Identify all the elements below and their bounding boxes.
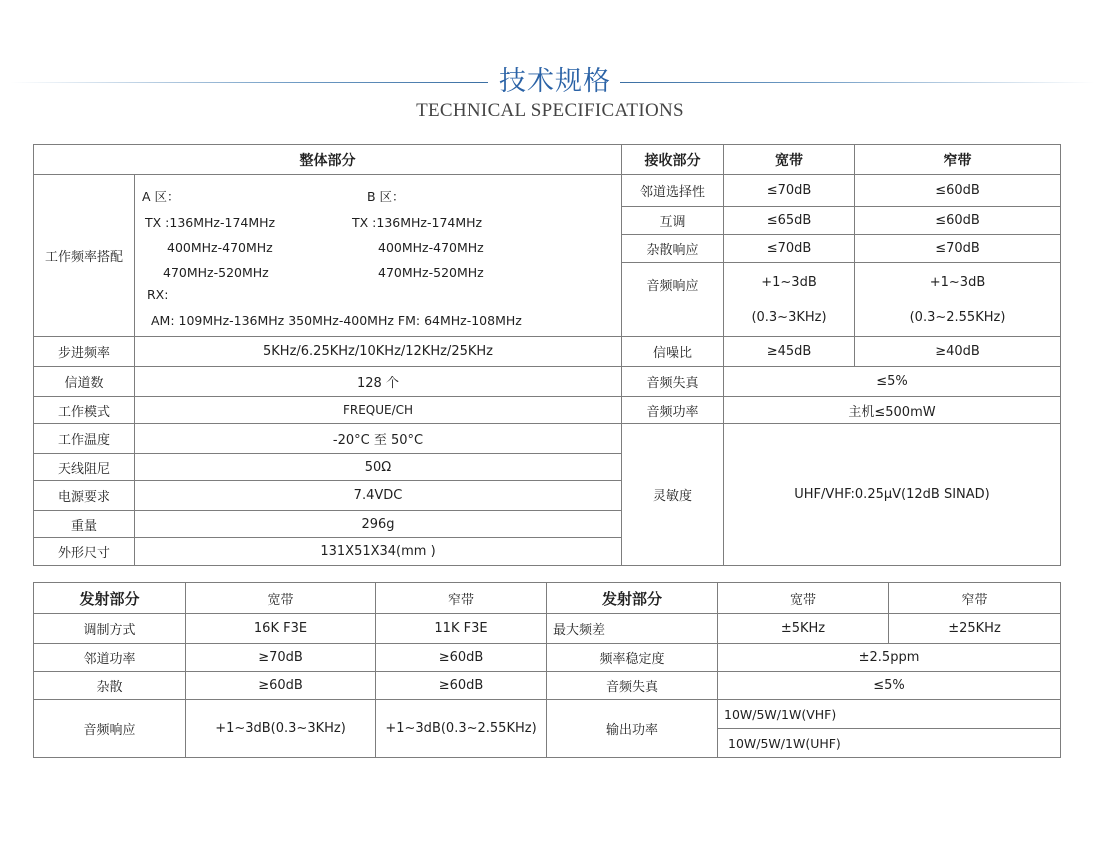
output-power-uhf: 10W/5W/1W(UHF)	[718, 729, 1061, 758]
recv-row-label: 杂散响应	[622, 235, 724, 263]
receive-section-header: 接收部分	[622, 145, 724, 175]
tx-audio-wide: +1~3dB(0.3~3KHz)	[186, 700, 376, 758]
freq-label: 工作频率搭配	[34, 175, 135, 337]
tx-row-label: 杂散	[34, 672, 186, 700]
page-title: 技术规格	[499, 66, 611, 97]
freq-cell	[135, 175, 622, 337]
sensitivity-label: 灵敏度	[622, 424, 724, 566]
distortion-value: ≤5%	[724, 367, 1061, 397]
mode-value: FREQUE/CH	[135, 397, 622, 424]
snr-label: 信噪比	[622, 337, 724, 367]
size-label: 外形尺寸	[34, 538, 135, 566]
tx-row-narrow: ≥60dB	[376, 644, 547, 672]
recv-row-wide: ≤65dB	[724, 207, 855, 235]
tx-narrow-header: 窄带	[376, 583, 547, 614]
antenna-label: 天线阻尼	[34, 454, 135, 481]
tx-row-right-value: ±2.5ppm	[718, 644, 1061, 672]
zone-a-line3: 470MHz-520MHz	[163, 265, 269, 280]
recv-row-wide: ≤70dB	[724, 235, 855, 263]
header-line-left	[10, 82, 488, 83]
zone-a-tx: TX :136MHz-174MHz	[145, 215, 276, 230]
tx-row-narrow: 11K F3E	[376, 614, 547, 644]
mode-label: 工作模式	[34, 397, 135, 424]
tx-wide-header-right: 宽带	[718, 583, 889, 614]
weight-label: 重量	[34, 511, 135, 538]
weight-value: 296g	[135, 511, 622, 538]
tx-section-header: 发射部分	[34, 583, 186, 614]
distortion-label: 音频失真	[622, 367, 724, 397]
tx-audio-narrow: +1~3dB(0.3~2.55KHz)	[376, 700, 547, 758]
channels-label: 信道数	[34, 367, 135, 397]
snr-wide: ≥45dB	[724, 337, 855, 367]
output-power-vhf: 10W/5W/1W(VHF)	[718, 700, 1061, 729]
zone-b-label: B 区：	[367, 189, 405, 204]
channels-value: 128 个	[135, 367, 622, 397]
recv-row-label: 音频响应	[622, 263, 724, 337]
power-label: 电源要求	[34, 481, 135, 511]
recv-row-label: 邻道选择性	[622, 175, 724, 207]
recv-row-narrow: ≤60dB	[855, 207, 1061, 235]
whole-section-header: 整体部分	[34, 145, 622, 175]
tx-row-right-narrow: ±25KHz	[889, 614, 1061, 644]
zone-b-tx: TX :136MHz-174MHz	[352, 215, 483, 230]
temp-value: -20°C 至 50°C	[135, 424, 622, 454]
recv-row-wide: ≤70dB	[724, 175, 855, 207]
audio-narrow-value: +1~3dB	[929, 275, 986, 290]
antenna-value: 50Ω	[135, 454, 622, 481]
recv-audio-wide	[724, 263, 855, 337]
audio-wide-range: (0.3~3KHz)	[751, 310, 827, 325]
tx-row-wide: ≥60dB	[186, 672, 376, 700]
spec-table-general-receive	[33, 144, 1061, 566]
sensitivity-value: UHF/VHF:0.25μV(12dB SINAD)	[724, 424, 1061, 566]
tx-row-right-wide: ±5KHz	[718, 614, 889, 644]
output-power-label: 输出功率	[547, 700, 718, 758]
narrow-band-header: 窄带	[855, 145, 1061, 175]
spec-table-transmit	[33, 582, 1061, 758]
tx-section-header-right: 发射部分	[547, 583, 718, 614]
snr-narrow: ≥40dB	[855, 337, 1061, 367]
tx-row-wide: ≥70dB	[186, 644, 376, 672]
power-value: 7.4VDC	[135, 481, 622, 511]
zone-b-line3: 470MHz-520MHz	[378, 265, 484, 280]
page-subtitle: TECHNICAL SPECIFICATIONS	[416, 100, 684, 121]
tx-row-wide: 16K F3E	[186, 614, 376, 644]
zone-a-label: A 区：	[142, 189, 180, 204]
step-value: 5KHz/6.25KHz/10KHz/12KHz/25KHz	[135, 337, 622, 367]
tx-row-right-label: 音频失真	[547, 672, 718, 700]
zone-a-line2: 400MHz-470MHz	[167, 240, 273, 255]
header-line-right	[620, 82, 1095, 83]
recv-row-narrow: ≤70dB	[855, 235, 1061, 263]
recv-row-label: 互调	[622, 207, 724, 235]
tx-audio-label: 音频响应	[34, 700, 186, 758]
tx-row-label: 邻道功率	[34, 644, 186, 672]
recv-row-narrow: ≤60dB	[855, 175, 1061, 207]
step-label: 步进频率	[34, 337, 135, 367]
rx-bands: AM: 109MHz-136MHz 350MHz-400MHz FM: 64MHz-108MHz	[151, 313, 522, 328]
tx-row-label: 调制方式	[34, 614, 186, 644]
tx-row-right-value: ≤5%	[718, 672, 1061, 700]
size-value: 131X51X34(mm )	[135, 538, 622, 566]
tx-row-right-label: 频率稳定度	[547, 644, 718, 672]
recv-audio-narrow	[855, 263, 1061, 337]
zone-b-line2: 400MHz-470MHz	[378, 240, 484, 255]
audio-narrow-range: (0.3~2.55KHz)	[909, 310, 1006, 325]
tx-row-narrow: ≥60dB	[376, 672, 547, 700]
tx-wide-header: 宽带	[186, 583, 376, 614]
audio-power-label: 音频功率	[622, 397, 724, 424]
tx-narrow-header-right: 窄带	[889, 583, 1061, 614]
audio-power-value: 主机≤500mW	[724, 397, 1061, 424]
rx-label: RX:	[147, 287, 169, 302]
tx-row-right-label: 最大频差	[547, 614, 718, 644]
audio-wide-value: +1~3dB	[761, 275, 817, 290]
wide-band-header: 宽带	[724, 145, 855, 175]
temp-label: 工作温度	[34, 424, 135, 454]
